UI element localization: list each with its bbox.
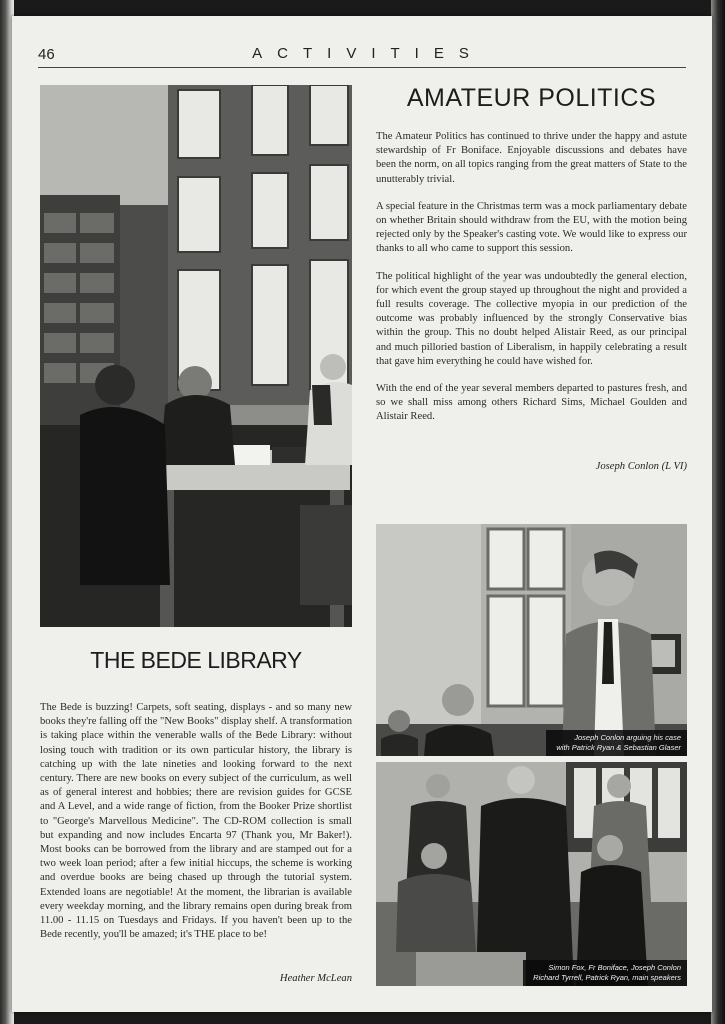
page-number: 46 — [38, 46, 55, 63]
amateur-politics-title: AMATEUR POLITICS — [406, 84, 657, 112]
speakers-photo-image — [376, 762, 687, 986]
speakers-caption-line-2: Richard Tyrrell, Patrick Ryan, main speakers — [533, 973, 681, 982]
debate-photo-image — [376, 524, 687, 756]
running-head: ACTIVITIES — [252, 45, 484, 62]
amateur-politics-article — [376, 130, 687, 438]
bede-library-title: THE BEDE LIBRARY — [90, 647, 302, 673]
header-rule — [38, 67, 686, 68]
debate-caption-line-1: Joseph Conlon arguing his case — [574, 733, 681, 742]
politics-paragraph-4: With the end of the year several members departed to pastures fresh, and so we shall miss among others Richard Sims, Michael Goulden and Alistair Reed. — [376, 383, 687, 423]
politics-byline: Joseph Conlon (L VI) — [595, 461, 687, 472]
politics-paragraph-3: The political highlight of the year was undoubtedly the general election, for which event the group stayed up throughout the night and provided a full results coverage. The collective myopia in our prediction of the outcome was probably influenced by the strongly Conservative bias within the group. This no doubt helped Alistair Reed, as our principal and much pilloried bastion of Liberalism, in happily celebrating a result that gave him everything he could have wished for. — [376, 270, 687, 367]
library-paragraph: The Bede is buzzing! Carpets, soft seating, displays - and so many new books they're falling off the "New Books" display shelf. A transformation is taking place within the venerable walls of the Bede Library: without losing touch with tradition or its own particular history, the library is catching up with the late nineties and looking forward to the next century. There are new books on every subject of the curriculum, as well as of general interest and hobbies; there are revision guides for GCSE and A Level, and a wide range of fiction, from the Booker Prize shortlist to "George's Marvellous Medicine". The CD-ROM collection is small but expanding and now includes Encarta 97 (Thank you, Mr Baker!). Most books can be borrowed from the library and are stamped out for a two week loan period; after a few initial hiccups, the scheme is working and overdue books are being chased up through the tutorial system. Extended loans are negotiable! At the moment, the librarian is available every weekday morning, and the library remains open during break from 11.00 - 11.15 on Tuesdays and Fridays. If you haven't been up to the Bede recently, you'll be amazed; it's THE place to be! — [40, 702, 352, 941]
speakers-photo — [376, 762, 687, 986]
library-byline: Heather McLean — [279, 973, 352, 984]
library-photo — [40, 85, 352, 627]
magazine-page — [12, 16, 712, 1012]
bede-library-article — [40, 701, 352, 955]
debate-photo — [376, 524, 687, 756]
politics-paragraph-1: The Amateur Politics has continued to thrive under the happy and astute stewardship of Fr Boniface. Enjoyable discussions and debates have been the norm, on all topics ranging from the great matters of State to the unutterably trivial. — [376, 131, 687, 185]
speakers-caption-line-1: Simon Fox, Fr Boniface, Joseph Conlon — [548, 963, 681, 972]
speakers-caption — [523, 960, 687, 986]
debate-caption-line-2: with Patrick Ryan & Sebastian Glaser — [556, 743, 681, 752]
library-photo-image — [40, 85, 352, 627]
scan-edge-right — [711, 0, 725, 1024]
debate-caption — [546, 730, 687, 756]
politics-paragraph-2: A special feature in the Christmas term was a mock parliamentary debate on whether Britain should withdraw from the EU, with the motion being rejected only by the Speaker's casting vote. We would like to express our thanks to all who came to support this session. — [376, 200, 687, 255]
